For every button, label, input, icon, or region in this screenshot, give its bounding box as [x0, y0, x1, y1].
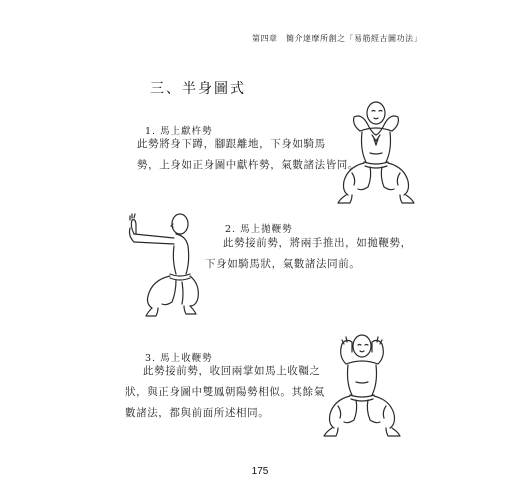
running-header: 第四章 簡介達摩所創之「易筋經古圖功法」 [252, 34, 422, 43]
exercise-2-heading: 2. 馬上拋鞭勢 [225, 224, 293, 235]
exercise-2-description [205, 233, 415, 275]
section-title: 三、半身圖式 [150, 81, 246, 97]
exercise-1-line-1: 此勢將身下蹲，腳跟離地，下身如騎馬 [137, 138, 326, 150]
horse-stance-throwing-whip-figure [120, 210, 206, 318]
exercise-1-heading: 1. 馬上獻杵勢 [145, 126, 213, 137]
horse-stance-offering-pestle-figure [330, 95, 422, 207]
page-number: 175 [251, 466, 269, 477]
exercise-2-line-1: 此勢接前勢，將兩手推出，如拋鞭勢， [223, 237, 412, 249]
exercise-3-line-1: 此勢接前勢，收回兩掌如馬上收韁之 [143, 365, 321, 377]
exercise-3-line-3: 數諸法，都與前面所述相同。 [125, 407, 270, 419]
horse-stance-retracting-whip-figure [318, 330, 406, 440]
exercise-2-line-2: 下身如騎馬狀，氣數諸法同前。 [205, 258, 361, 270]
exercise-1-description [137, 134, 359, 176]
exercise-1-line-2: 勢，上身如正身圖中獻杵勢，氣數諸法皆同。 [137, 159, 359, 171]
exercise-3-heading: 3. 馬上收鞭勢 [145, 353, 213, 364]
exercise-3-description [125, 361, 330, 424]
exercise-3-line-2: 狀，與正身圖中雙鳳朝陽勢相似。其餘氣 [125, 386, 325, 398]
